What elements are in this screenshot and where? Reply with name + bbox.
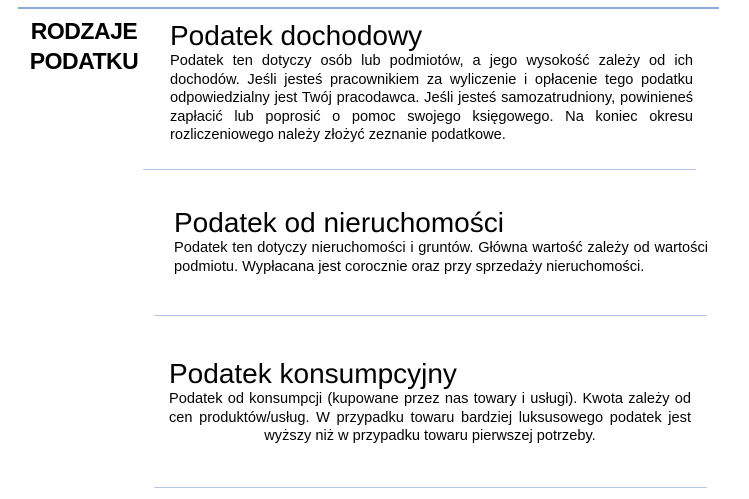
section-body: Podatek od konsumpcji (kupowane przez nas towary i usługi). Kwota zależy od cen produktów/usług. W przypadku towaru bardziej luksusowego podatek jest wyższy niż w przypadku towaru pierwszej potrzeby. <box>169 391 691 444</box>
section-income-tax <box>170 20 693 145</box>
section-divider <box>154 487 707 488</box>
section-title: Podatek dochodowy <box>170 20 423 51</box>
section-divider <box>143 169 696 170</box>
top-divider <box>18 7 719 9</box>
sidebar-title <box>24 16 144 76</box>
section-body: Podatek ten dotyczy nieruchomości i gruntów. Główna wartość zależy od wartości podmiotu. Wypłacana jest corocznie oraz przy sprzedaży nieruchomości. <box>174 240 708 275</box>
sidebar-title-line1: RODZAJE <box>30 18 138 44</box>
section-property-tax <box>174 207 708 276</box>
section-title: Podatek od nieruchomości <box>174 207 504 238</box>
sidebar-title-line2: PODATKU <box>29 48 139 74</box>
section-divider <box>154 315 707 316</box>
section-consumption-tax <box>169 358 691 446</box>
section-title: Podatek konsumpcyjny <box>169 358 457 389</box>
section-body: Podatek ten dotyczy osób lub podmiotów, a jego wysokość zależy od ich dochodów. Jeśli jesteś pracownikiem za wyliczenie i opłacenie tego podatku odpowiedzialny jest Twój pracodawca. Jeśli jesteś samozatrudniony, powinieneś zapłacić lub poprosić o pomoc swojego księgowego. Na koniec okresu rozliczeniowego należy złożyć zeznanie podatkowe. <box>170 53 693 143</box>
